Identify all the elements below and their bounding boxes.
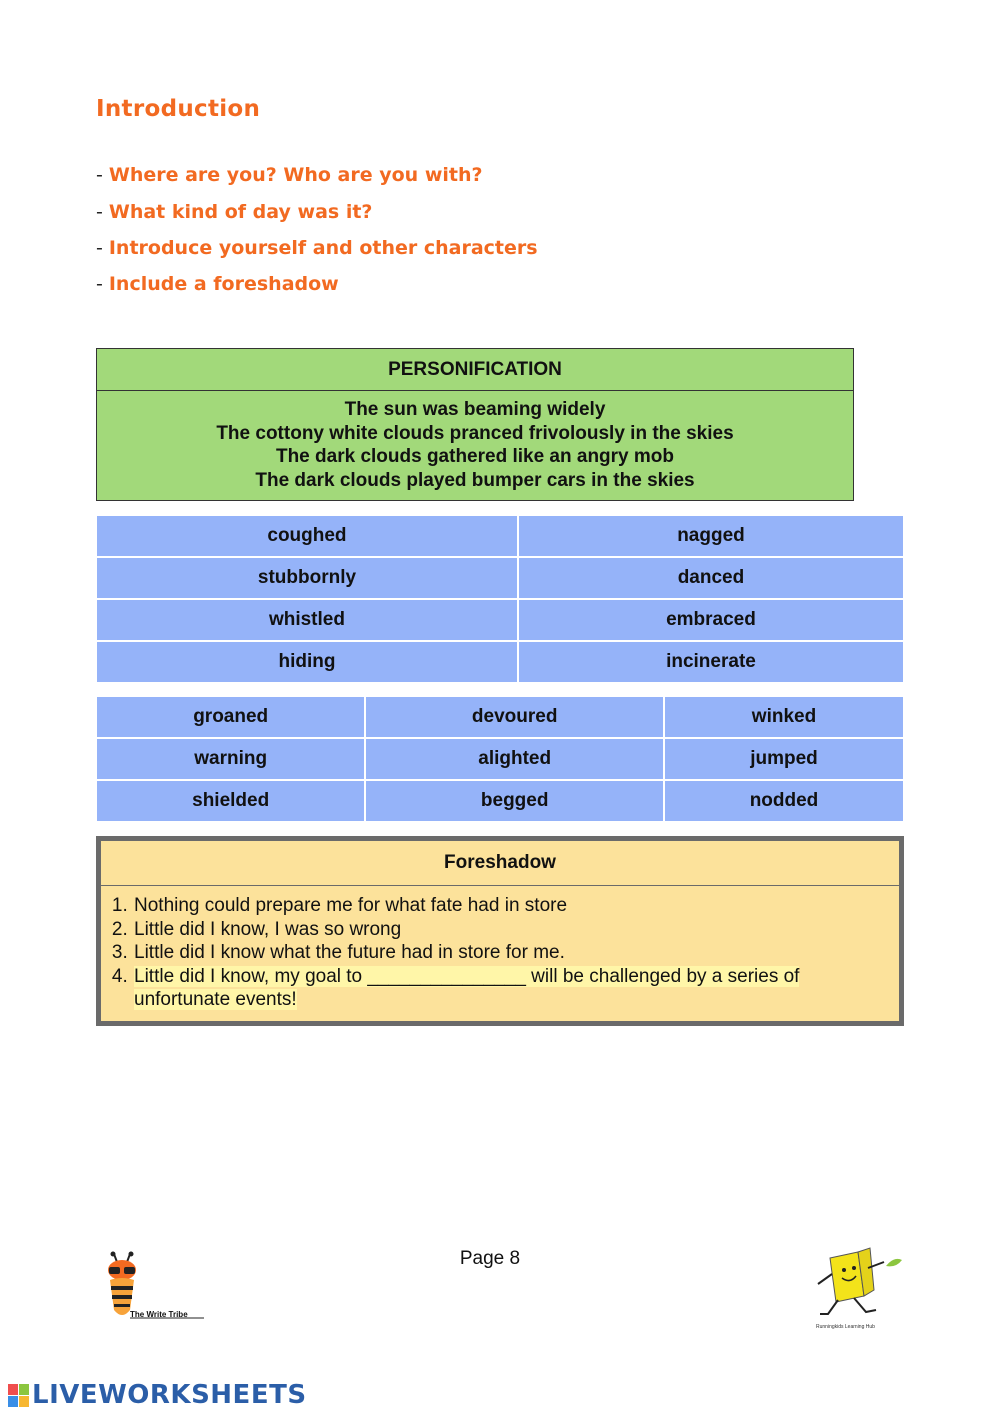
- runningkids-logo: [810, 1244, 905, 1329]
- table-row: [97, 697, 903, 737]
- word-cell: winked: [665, 697, 903, 737]
- bullet-text: What kind of day was it?: [108, 201, 373, 223]
- table-row: [97, 739, 903, 779]
- foreshadow-item: 2. Little did I know, I was so wrong: [133, 918, 899, 942]
- foreshadow-item: 3. Little did I know what the future had in store for me.: [133, 941, 899, 965]
- intro-bullet: - What kind of day was it?: [96, 201, 373, 223]
- write-tribe-logo: [100, 1250, 210, 1327]
- personification-examples: [97, 391, 853, 492]
- word-cell: devoured: [366, 697, 663, 737]
- running-book-icon: [810, 1244, 905, 1324]
- word-cell: alighted: [366, 739, 663, 779]
- personification-line: The cottony white clouds pranced frivolously in the skies: [216, 422, 734, 444]
- word-cell: whistled: [97, 600, 517, 640]
- word-cell: coughed: [97, 516, 517, 556]
- word-cell: hiding: [97, 642, 517, 682]
- foreshadow-box: [96, 836, 904, 1026]
- word-table-three-column: [95, 695, 905, 823]
- table-row: [97, 516, 903, 556]
- intro-bullet: - Where are you? Who are you with?: [96, 164, 483, 186]
- table-row: [97, 600, 903, 640]
- personification-title: PERSONIFICATION: [97, 349, 853, 391]
- table-row: [97, 642, 903, 682]
- highlighted-text: Little did I know, my goal to _______________ will be challenged by a series of unfortunate events!: [134, 965, 800, 1010]
- runningkids-caption: Runningkids Learning Hub: [816, 1324, 875, 1330]
- word-cell: stubbornly: [97, 558, 517, 598]
- intro-bullet: - Introduce yourself and other characters: [96, 237, 538, 259]
- word-table-two-column: [95, 514, 905, 684]
- word-cell: warning: [97, 739, 364, 779]
- table-row: [97, 558, 903, 598]
- page-number: Page 8: [459, 1248, 521, 1269]
- word-cell: begged: [366, 781, 663, 821]
- word-cell: nagged: [519, 516, 903, 556]
- word-cell: jumped: [665, 739, 903, 779]
- write-tribe-caption: The Write Tribe: [130, 1310, 188, 1319]
- word-cell: danced: [519, 558, 903, 598]
- liveworksheets-brand: [8, 1380, 307, 1410]
- personification-line: The dark clouds gathered like an angry mob: [275, 446, 675, 467]
- personification-line: The dark clouds played bumper cars in the skies: [255, 469, 695, 491]
- word-cell: embraced: [519, 600, 903, 640]
- bullet-text: Where are you? Who are you with?: [108, 164, 483, 186]
- personification-line: The sun was beaming widely: [344, 399, 606, 420]
- word-cell: nodded: [665, 781, 903, 821]
- table-row: [97, 781, 903, 821]
- foreshadow-list: [101, 894, 899, 1012]
- liveworksheets-text: LIVEWORKSHEETS: [32, 1380, 307, 1410]
- foreshadow-item: [133, 965, 899, 1012]
- intro-bullet: - Include a foreshadow: [96, 273, 339, 295]
- foreshadow-item: 1. Nothing could prepare me for what fate had in store: [133, 894, 899, 918]
- word-cell: incinerate: [519, 642, 903, 682]
- bullet-text: Introduce yourself and other characters: [108, 237, 538, 259]
- liveworksheets-blocks-icon: [8, 1384, 30, 1408]
- bullet-text: Include a foreshadow: [108, 273, 339, 295]
- foreshadow-title: Foreshadow: [101, 841, 899, 886]
- intro-title: Introduction: [96, 96, 261, 122]
- word-cell: groaned: [97, 697, 364, 737]
- word-cell: shielded: [97, 781, 364, 821]
- personification-box: [96, 348, 854, 501]
